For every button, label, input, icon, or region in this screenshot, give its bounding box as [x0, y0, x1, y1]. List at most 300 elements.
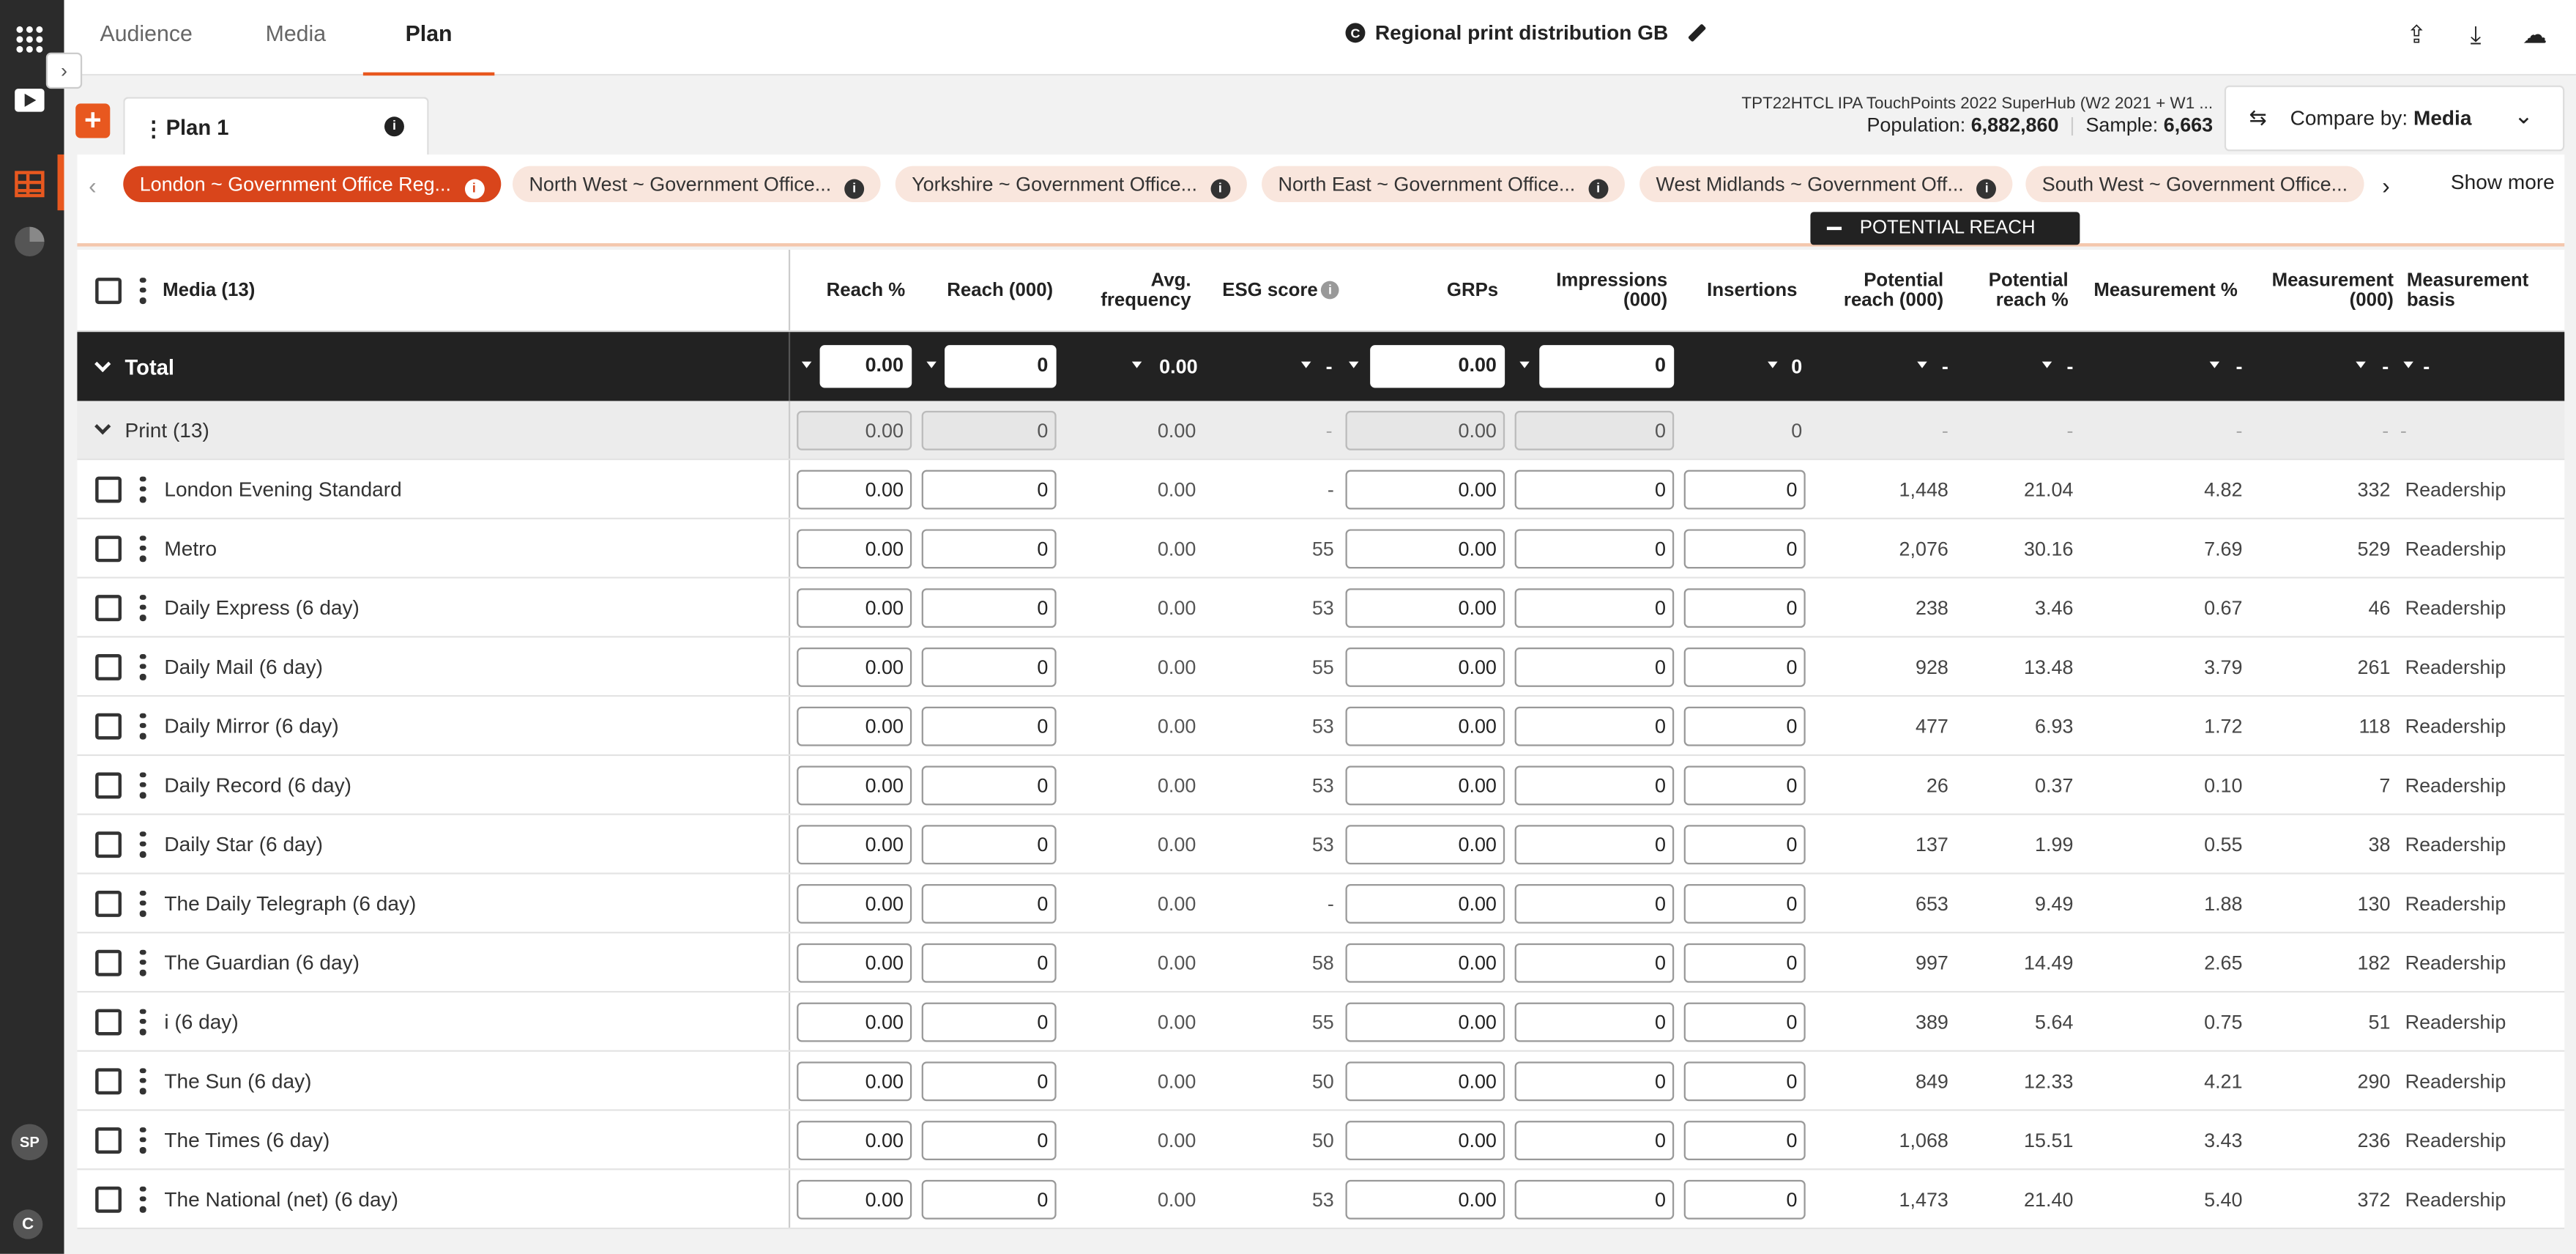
kebab-menu-icon[interactable] [140, 1008, 146, 1034]
potential-reach-pct: 0.37 [2035, 773, 2074, 797]
info-icon[interactable]: i [1588, 179, 1608, 199]
row-checkbox[interactable] [95, 890, 122, 916]
row-checkbox[interactable] [95, 1186, 122, 1212]
row-checkbox[interactable] [95, 653, 122, 680]
reach-pct-input[interactable]: 0.00 [797, 1120, 912, 1160]
measurement-pct: 7.69 [2204, 536, 2243, 560]
caret-icon[interactable] [802, 362, 811, 368]
esg-score: 53 [1311, 832, 1334, 856]
measurement-000: 46 [2368, 596, 2391, 619]
row-checkbox[interactable] [95, 535, 122, 561]
group-potential-reach-pct: - [2066, 418, 2074, 442]
total-potential-reach-000: - [1941, 355, 1948, 379]
compare-label: Compare by: [2290, 106, 2408, 130]
measurement-000: 236 [2357, 1128, 2391, 1151]
grps-input[interactable]: 0.00 [1346, 943, 1505, 982]
population-label: Population: [1866, 113, 1966, 137]
header-line: Measurement [2406, 270, 2529, 290]
measurement-basis: Readership [2405, 1187, 2506, 1211]
potential-reach-pct: 30.16 [2024, 536, 2074, 560]
header-line: (000) [2349, 289, 2394, 310]
esg-score: 53 [1311, 773, 1334, 797]
caret-icon[interactable] [926, 362, 936, 368]
potential-reach-pct: 21.40 [2024, 1187, 2074, 1211]
media-name: Daily Mail (6 day) [164, 655, 324, 678]
impressions-input[interactable]: 0 [1515, 706, 1675, 746]
add-plan-button[interactable]: + [75, 103, 110, 138]
plan-row [64, 75, 2576, 155]
logo-icon: C [13, 1209, 42, 1239]
header-line: Impressions [1556, 270, 1668, 290]
info-icon[interactable]: i [384, 116, 404, 136]
impressions-input[interactable]: 0 [1515, 647, 1675, 686]
chip-label: West Midlands ~ Government Off... [1656, 172, 1964, 196]
grps-input[interactable]: 0.00 [1346, 765, 1505, 804]
total-reach-pct-input[interactable]: 0.00 [820, 345, 912, 387]
total-impressions-input[interactable]: 0 [1539, 345, 1674, 387]
esg-score: 58 [1311, 950, 1334, 974]
row-checkbox[interactable] [95, 1008, 122, 1034]
filter-chip-north-east[interactable] [1262, 166, 1625, 202]
kebab-menu-icon[interactable] [140, 713, 146, 739]
media-name: Daily Star (6 day) [164, 832, 324, 856]
group-measurement-pct: - [2236, 418, 2243, 442]
filter-chip-north-west[interactable] [513, 166, 880, 202]
measurement-000: 130 [2357, 891, 2391, 915]
measurement-pct: 3.43 [2204, 1128, 2243, 1151]
impressions-input[interactable]: 0 [1515, 587, 1675, 627]
potential-reach-000: 137 [1915, 832, 1948, 856]
reach-000-input[interactable]: 0 [922, 528, 1057, 568]
esg-score: 53 [1311, 596, 1334, 619]
esg-score: 55 [1311, 1009, 1334, 1034]
potential-reach-pct: 21.04 [2024, 477, 2074, 501]
esg-score: 50 [1311, 1128, 1334, 1151]
insertions-input[interactable]: 0 [1684, 765, 1806, 804]
table-row [77, 815, 2564, 875]
measurement-basis: Readership [2405, 1009, 2506, 1034]
total-label: Total [124, 354, 175, 379]
potential-reach-pct: 15.51 [2024, 1128, 2074, 1151]
insertions-input[interactable]: 0 [1684, 587, 1806, 627]
chip-label: North East ~ Government Office... [1278, 172, 1576, 196]
avg-frequency: 0.00 [1157, 1187, 1196, 1211]
potential-reach-pct: 1.99 [2035, 832, 2074, 856]
info-icon[interactable]: i [1321, 281, 1339, 300]
header-line: reach (000) [1843, 289, 1944, 310]
reach-000-input[interactable]: 0 [922, 706, 1057, 746]
esg-score: 55 [1311, 655, 1334, 678]
avg-frequency: 0.00 [1157, 713, 1196, 738]
reach-pct-input[interactable]: 0.00 [797, 824, 912, 864]
row-checkbox[interactable] [95, 1127, 122, 1153]
media-name: The Sun (6 day) [164, 1069, 312, 1092]
group-avg-frequency: 0.00 [1157, 418, 1196, 442]
table-row [77, 1170, 2564, 1229]
group-measurement-basis: - [2400, 418, 2407, 442]
table-header [77, 250, 2564, 332]
grps-input[interactable]: 0.00 [1346, 587, 1505, 627]
header-avg-frequency[interactable] [1063, 250, 1191, 330]
insertions-input[interactable]: 0 [1684, 1001, 1806, 1041]
table-row [77, 638, 2564, 697]
row-checkbox[interactable] [95, 476, 122, 502]
group-measurement-000: - [2382, 418, 2389, 442]
chevron-right-icon: › [61, 59, 67, 83]
grps-input[interactable]: 0.00 [1346, 1179, 1505, 1219]
grps-input[interactable]: 0.00 [1346, 1061, 1505, 1100]
total-measurement-basis: - [2423, 355, 2430, 379]
total-grps-input[interactable]: 0.00 [1370, 345, 1505, 387]
row-checkbox[interactable] [95, 949, 122, 976]
insertions-input[interactable]: 0 [1684, 470, 1806, 509]
reach-000-input[interactable]: 0 [922, 1061, 1057, 1100]
caret-icon[interactable] [2403, 362, 2413, 368]
insertions-input[interactable]: 0 [1684, 647, 1806, 686]
measurement-pct: 0.10 [2204, 773, 2243, 797]
impressions-input[interactable]: 0 [1515, 1061, 1675, 1100]
measurement-pct: 4.21 [2204, 1069, 2243, 1092]
group-label: Print (13) [124, 418, 209, 442]
info-icon[interactable]: i [1210, 179, 1230, 199]
filter-chip-west-midlands[interactable] [1639, 166, 2013, 202]
potential-reach-pct: 6.93 [2035, 713, 2074, 738]
measurement-basis: Readership [2405, 655, 2506, 678]
reach-pct-input[interactable]: 0.00 [797, 765, 912, 804]
header-line: Measurement [2271, 270, 2394, 290]
upload-folder-icon[interactable]: ⇪ [2406, 21, 2427, 50]
tab-audience[interactable]: Audience [100, 21, 193, 46]
header-esg-score[interactable] [1222, 250, 1353, 330]
reach-pct-input[interactable]: 0.00 [797, 528, 912, 568]
potential-reach-000: 997 [1915, 950, 1948, 974]
population-value: 6,882,860 [1970, 113, 2059, 137]
total-esg: - [1325, 355, 1333, 379]
reach-pct-input[interactable]: 0.00 [797, 1061, 912, 1100]
impressions-input[interactable]: 0 [1515, 765, 1675, 804]
measurement-000: 290 [2357, 1069, 2391, 1092]
media-name: i (6 day) [164, 1009, 239, 1034]
measurement-000: 182 [2357, 950, 2391, 974]
measurement-pct: 4.82 [2204, 477, 2243, 501]
insertions-input[interactable]: 0 [1684, 1120, 1806, 1160]
insertions-input[interactable]: 0 [1684, 1179, 1806, 1219]
total-measurement-pct: - [2236, 355, 2243, 379]
media-name: The Guardian (6 day) [164, 950, 360, 974]
potential-reach-000: 26 [1926, 773, 1948, 797]
avg-frequency: 0.00 [1157, 536, 1196, 560]
compare-by-select[interactable] [2225, 86, 2564, 152]
header-media[interactable]: Media (13) [163, 280, 256, 300]
kebab-menu-icon[interactable] [140, 476, 146, 502]
insertions-input[interactable]: 0 [1684, 1061, 1806, 1100]
potential-reach-pct: 14.49 [2024, 950, 2074, 974]
tab-media[interactable]: Media [265, 21, 327, 46]
avg-frequency: 0.00 [1157, 655, 1196, 678]
chevron-down-icon: ⌄ [2514, 102, 2534, 129]
header-line: frequency [1101, 289, 1191, 310]
group-impressions: 0 [1515, 410, 1675, 450]
media-name: Daily Record (6 day) [164, 773, 351, 797]
potential-reach-000: 238 [1915, 596, 1948, 619]
reach-000-input[interactable]: 0 [922, 1120, 1057, 1160]
reach-pct-input[interactable]: 0.00 [797, 1001, 912, 1041]
media-name: London Evening Standard [164, 477, 402, 501]
potential-reach-000: 849 [1915, 1069, 1948, 1092]
group-insertions: 0 [1791, 418, 1803, 442]
header-potential-reach-pct[interactable] [1950, 250, 2069, 330]
insertions-input[interactable]: 0 [1684, 528, 1806, 568]
tab-plan[interactable]: Plan [363, 0, 494, 75]
cloud-saved-icon[interactable]: ☁ [2523, 21, 2547, 50]
header-line: (000) [1623, 289, 1668, 310]
pie-chart-icon[interactable] [13, 225, 46, 258]
header-impressions[interactable] [1513, 250, 1667, 330]
measurement-basis: Readership [2405, 713, 2506, 738]
measurement-000: 51 [2368, 1009, 2391, 1034]
impressions-input[interactable]: 0 [1515, 528, 1675, 568]
expand-rail-button[interactable] [46, 53, 82, 89]
table-row [77, 875, 2564, 934]
grps-input[interactable]: 0.00 [1346, 647, 1505, 686]
avg-frequency: 0.00 [1157, 773, 1196, 797]
header-line: ESG score [1222, 280, 1318, 300]
row-checkbox[interactable] [95, 831, 122, 857]
kebab-menu-icon[interactable] [140, 1067, 146, 1094]
row-checkbox[interactable] [95, 594, 122, 620]
reach-000-input[interactable]: 0 [922, 1001, 1057, 1041]
impressions-input[interactable]: 0 [1515, 1001, 1675, 1041]
measurement-000: 7 [2379, 773, 2391, 797]
chip-label: London ~ Government Office Reg... [139, 172, 452, 196]
kebab-menu-icon[interactable] [140, 890, 146, 916]
plan-tab[interactable] [123, 97, 428, 156]
media-table [77, 250, 2564, 1229]
row-checkbox[interactable] [95, 1067, 122, 1094]
group-reach-pct: 0.00 [797, 410, 912, 450]
info-icon[interactable]: i [1977, 179, 1997, 199]
total-toggle[interactable] [97, 332, 174, 401]
reach-000-input[interactable]: 0 [922, 943, 1057, 982]
potential-reach-badge[interactable]: POTENTIAL REACH [1810, 212, 2080, 245]
info-icon[interactable]: i [844, 179, 864, 199]
grps-input[interactable]: 0.00 [1346, 883, 1505, 923]
measurement-pct: 5.40 [2204, 1187, 2243, 1211]
group-reach-000: 0 [922, 410, 1057, 450]
filter-chip-south-west[interactable] [2025, 166, 2364, 202]
table-row [77, 697, 2564, 756]
header-grps[interactable]: GRPs [1446, 280, 1499, 300]
header-reach-000[interactable]: Reach (000) [947, 280, 1054, 300]
show-more-button[interactable]: Show more [2450, 171, 2555, 194]
reach-000-input[interactable]: 0 [922, 824, 1057, 864]
esg-score: 55 [1311, 536, 1334, 560]
esg-score: 53 [1311, 713, 1334, 738]
reach-pct-input[interactable]: 0.00 [797, 647, 912, 686]
measurement-000: 332 [2357, 477, 2391, 501]
info-icon[interactable]: i [464, 179, 484, 199]
sample-label: Sample: [2085, 113, 2159, 137]
avg-frequency: 0.00 [1157, 950, 1196, 974]
header-measurement-basis[interactable] [2407, 250, 2564, 330]
potential-reach-pct: 3.46 [2035, 596, 2074, 619]
grps-input[interactable]: 0.00 [1346, 1001, 1505, 1041]
avg-frequency: 0.00 [1157, 1128, 1196, 1151]
insertions-input[interactable]: 0 [1684, 883, 1806, 923]
media-name: The Times (6 day) [164, 1128, 330, 1151]
measurement-basis: Readership [2405, 1069, 2506, 1092]
reach-pct-input[interactable]: 0.00 [797, 470, 912, 509]
header-line: Potential [1864, 270, 1944, 290]
table-row [77, 756, 2564, 815]
header-line: basis [2406, 289, 2455, 310]
header-potential-reach-000[interactable] [1819, 250, 1944, 330]
apps-grid-icon[interactable] [13, 23, 46, 56]
row-checkbox[interactable] [95, 713, 122, 739]
grps-input[interactable]: 0.00 [1346, 824, 1505, 864]
potential-reach-000: 1,473 [1899, 1187, 1948, 1211]
table-row [77, 1052, 2564, 1111]
play-icon[interactable] [13, 84, 46, 116]
table-row [77, 1111, 2564, 1170]
doc-badge-icon: C [1346, 23, 1366, 42]
kebab-menu-icon[interactable] [140, 831, 146, 857]
sample-value: 6,663 [2163, 113, 2214, 137]
measurement-basis: Readership [2405, 596, 2506, 619]
caret-icon[interactable] [1519, 362, 1529, 368]
group-toggle[interactable] [97, 401, 209, 459]
document-title[interactable] [1346, 21, 1708, 44]
chevron-right-icon[interactable]: › [2382, 172, 2390, 199]
impressions-input[interactable]: 0 [1515, 1179, 1675, 1219]
filter-chip-yorkshire[interactable] [896, 166, 1247, 202]
pencil-icon[interactable] [1689, 23, 1707, 42]
reach-pct-input[interactable]: 0.00 [797, 883, 912, 923]
insertions-input[interactable]: 0 [1684, 824, 1806, 864]
chip-label: Yorkshire ~ Government Office... [912, 172, 1198, 196]
download-icon[interactable]: ⤓ [2470, 21, 2482, 49]
reach-pct-input[interactable]: 0.00 [797, 1179, 912, 1219]
impressions-input[interactable]: 0 [1515, 1120, 1675, 1160]
measurement-pct: 3.79 [2204, 655, 2243, 678]
group-esg: - [1325, 418, 1333, 442]
plan-tab-name: Plan 1 [165, 115, 229, 140]
chevron-down-icon [94, 418, 111, 434]
measurement-basis: Readership [2405, 1128, 2506, 1151]
potential-reach-000: 928 [1915, 655, 1948, 678]
header-line: Potential [1988, 270, 2069, 290]
left-rail [0, 0, 64, 1254]
kebab-menu-icon[interactable] [140, 653, 146, 680]
reach-000-input[interactable]: 0 [922, 587, 1057, 627]
measurement-basis: Readership [2405, 891, 2506, 915]
grps-input[interactable]: 0.00 [1346, 470, 1505, 509]
reach-pct-input[interactable]: 0.00 [797, 706, 912, 746]
measurement-pct: 1.88 [2204, 891, 2243, 915]
survey-name: TPT22HTCL IPA TouchPoints 2022 SuperHub (W2 2021 + W1 ... [1741, 95, 2214, 114]
region-filters [77, 155, 2564, 247]
potential-reach-pct: 9.49 [2035, 891, 2074, 915]
avatar[interactable]: SP [12, 1124, 48, 1160]
impressions-input[interactable]: 0 [1515, 943, 1675, 982]
total-row [77, 332, 2564, 401]
measurement-basis: Readership [2405, 773, 2506, 797]
avg-frequency: 0.00 [1157, 596, 1196, 619]
esg-score: - [1327, 477, 1334, 501]
kebab-menu-icon[interactable] [140, 771, 146, 798]
kebab-menu-icon[interactable] [140, 594, 146, 620]
kebab-menu-icon[interactable] [140, 1186, 146, 1212]
media-name: Daily Express (6 day) [164, 596, 360, 619]
filter-chip-london[interactable] [123, 166, 500, 202]
select-all-checkbox[interactable] [95, 277, 122, 303]
table-icon[interactable] [13, 168, 46, 201]
grps-input[interactable]: 0.00 [1346, 706, 1505, 746]
potential-reach-000: 389 [1915, 1009, 1948, 1034]
reach-000-input[interactable]: 0 [922, 883, 1057, 923]
chevron-down-icon [94, 355, 111, 371]
chip-label: North West ~ Government Office... [529, 172, 832, 196]
measurement-basis: Readership [2405, 536, 2506, 560]
media-name: Daily Mirror (6 day) [164, 713, 339, 738]
measurement-basis: Readership [2405, 832, 2506, 856]
reach-000-input[interactable]: 0 [922, 1179, 1057, 1219]
caret-icon[interactable] [1349, 362, 1358, 368]
total-measurement-000: - [2382, 355, 2389, 379]
kebab-menu-icon[interactable] [140, 949, 146, 976]
grps-input[interactable]: 0.00 [1346, 1120, 1505, 1160]
header-reach-pct[interactable]: Reach % [826, 280, 906, 300]
table-row [77, 519, 2564, 579]
chevron-left-icon[interactable]: ‹ [89, 172, 97, 199]
reach-pct-input[interactable]: 0.00 [797, 943, 912, 982]
total-insertions: 0 [1791, 355, 1803, 379]
header-insertions[interactable]: Insertions [1707, 280, 1798, 300]
impressions-input[interactable]: 0 [1515, 883, 1675, 923]
insertions-input[interactable]: 0 [1684, 943, 1806, 982]
kebab-menu-icon[interactable] [140, 277, 146, 303]
measurement-basis: Readership [2405, 477, 2506, 501]
grps-input[interactable]: 0.00 [1346, 528, 1505, 568]
top-actions [2402, 20, 2550, 49]
kebab-menu-icon[interactable]: ⋮ [143, 116, 165, 141]
reach-000-input[interactable]: 0 [922, 470, 1057, 509]
impressions-input[interactable]: 0 [1515, 470, 1675, 509]
total-reach-000-input[interactable]: 0 [945, 345, 1057, 387]
reach-pct-input[interactable]: 0.00 [797, 587, 912, 627]
header-measurement-pct[interactable]: Measurement % [2093, 280, 2238, 300]
compare-value: Media [2413, 106, 2472, 130]
potential-reach-000: 1,068 [1899, 1128, 1948, 1151]
row-checkbox[interactable] [95, 771, 122, 798]
rail-active-indicator [58, 155, 64, 210]
measurement-000: 372 [2357, 1187, 2391, 1211]
reach-000-input[interactable]: 0 [922, 647, 1057, 686]
total-potential-reach-pct: - [2066, 355, 2074, 379]
top-bar [64, 0, 2576, 75]
header-measurement-000[interactable] [2249, 250, 2393, 330]
potential-reach-000: 477 [1915, 713, 1948, 738]
impressions-input[interactable]: 0 [1515, 824, 1675, 864]
insertions-input[interactable]: 0 [1684, 706, 1806, 746]
measurement-000: 529 [2357, 536, 2391, 560]
kebab-menu-icon[interactable] [140, 1127, 146, 1153]
survey-info: TPT22HTCL IPA TouchPoints 2022 SuperHub (W2 2021 + W1 ... Population: 6,882,860 | Sample: 6,663 [1741, 94, 2213, 136]
kebab-menu-icon[interactable] [140, 535, 146, 561]
group-row-print [77, 401, 2564, 460]
reach-000-input[interactable]: 0 [922, 765, 1057, 804]
document-title-text: Regional print distribution GB [1374, 21, 1669, 45]
